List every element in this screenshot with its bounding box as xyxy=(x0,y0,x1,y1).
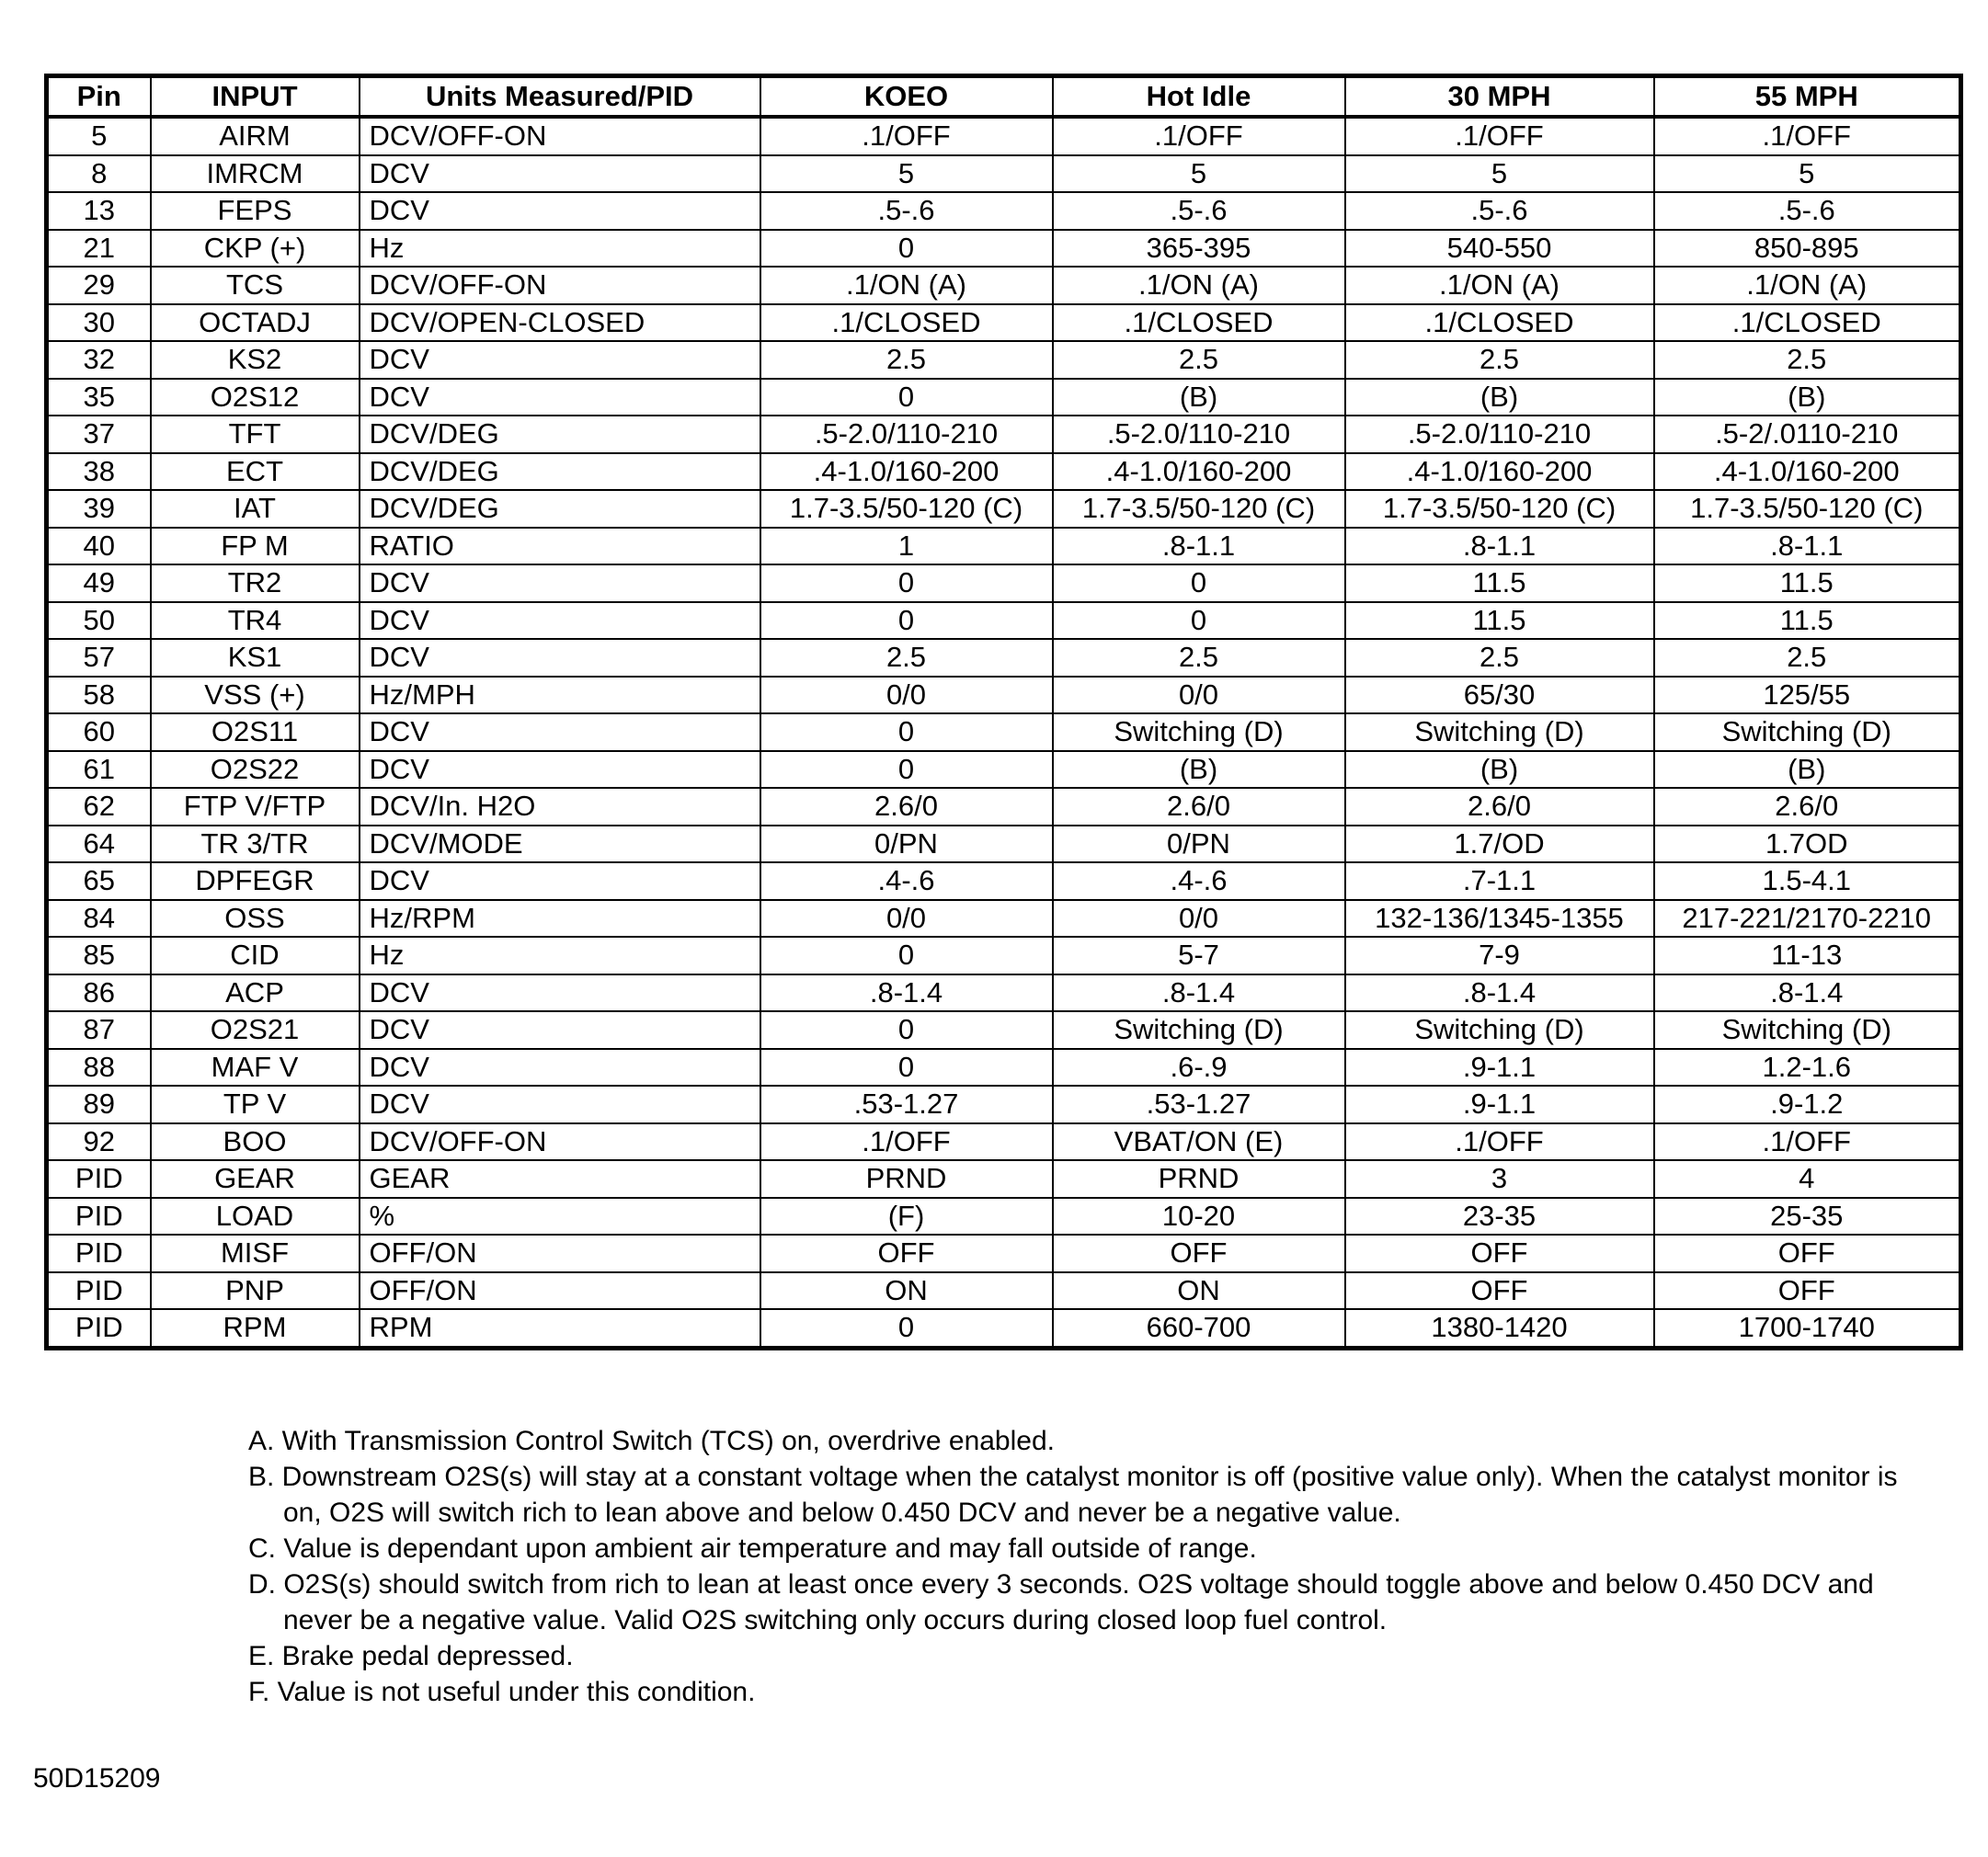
pin-cell: 49 xyxy=(47,564,151,602)
mph30-cell: 3 xyxy=(1345,1160,1654,1198)
mph55-cell: 25-35 xyxy=(1654,1198,1961,1236)
koeo-cell: .1/ON (A) xyxy=(760,267,1053,304)
units-cell: RPM xyxy=(360,1309,760,1348)
input-cell: TFT xyxy=(151,416,360,453)
mph30-cell: .1/CLOSED xyxy=(1345,304,1654,342)
pin-cell: 30 xyxy=(47,304,151,342)
mph30-cell: .9-1.1 xyxy=(1345,1049,1654,1087)
footnote-f: F. Value is not useful under this condition. xyxy=(248,1677,756,1707)
units-cell: DCV xyxy=(360,1086,760,1123)
pin-cell: PID xyxy=(47,1160,151,1198)
mph55-cell: 4 xyxy=(1654,1160,1961,1198)
input-cell: TR2 xyxy=(151,564,360,602)
mph30-cell: 1.7/OD xyxy=(1345,826,1654,863)
input-cell: MISF xyxy=(151,1235,360,1272)
units-cell: DCV xyxy=(360,751,760,789)
mph30-cell: .1/OFF xyxy=(1345,1123,1654,1161)
koeo-cell: .53-1.27 xyxy=(760,1086,1053,1123)
pin-cell: 32 xyxy=(47,341,151,379)
footnote-c: C. Value is dependant upon ambient air temperature and may fall outside of range. xyxy=(248,1533,1257,1564)
hot-idle-cell: .8-1.4 xyxy=(1053,974,1345,1012)
table-row xyxy=(47,1011,1961,1049)
units-cell: DCV xyxy=(360,155,760,193)
koeo-cell: .4-.6 xyxy=(760,862,1053,900)
mph55-cell: 2.5 xyxy=(1654,341,1961,379)
mph55-cell: .9-1.2 xyxy=(1654,1086,1961,1123)
hot-idle-cell: 2.6/0 xyxy=(1053,788,1345,826)
table-row xyxy=(47,1198,1961,1236)
koeo-cell: 0/0 xyxy=(760,900,1053,938)
koeo-cell: 2.5 xyxy=(760,639,1053,677)
mph55-cell: 2.6/0 xyxy=(1654,788,1961,826)
mph30-cell: 540-550 xyxy=(1345,230,1654,268)
input-cell: OSS xyxy=(151,900,360,938)
units-cell: DCV/OFF-ON xyxy=(360,1123,760,1161)
table-row xyxy=(47,379,1961,416)
pin-cell: 50 xyxy=(47,602,151,640)
input-cell: TP V xyxy=(151,1086,360,1123)
pin-cell: 87 xyxy=(47,1011,151,1049)
pin-cell: 37 xyxy=(47,416,151,453)
table-row xyxy=(47,564,1961,602)
table-row xyxy=(47,341,1961,379)
table-row xyxy=(47,416,1961,453)
input-cell: AIRM xyxy=(151,117,360,155)
koeo-cell: (F) xyxy=(760,1198,1053,1236)
pin-cell: PID xyxy=(47,1272,151,1310)
hot-idle-cell: 5-7 xyxy=(1053,937,1345,974)
hot-idle-cell: .1/CLOSED xyxy=(1053,304,1345,342)
units-cell: DCV/MODE xyxy=(360,826,760,863)
pin-cell: PID xyxy=(47,1198,151,1236)
pin-cell: 89 xyxy=(47,1086,151,1123)
footnote-d: D. O2S(s) should switch from rich to lean at least once every 3 seconds. O2S voltage should toggle above and below 0.450 DCV and never be a negative value. Valid O2S switching only occurs during closed loop fuel control. xyxy=(248,1569,1874,1635)
mph55-cell: 1.7-3.5/50-120 (C) xyxy=(1654,490,1961,528)
footnotes-list xyxy=(248,1423,1903,1710)
hot-idle-cell: 0/0 xyxy=(1053,900,1345,938)
pin-cell: 39 xyxy=(47,490,151,528)
mph55-cell: 11.5 xyxy=(1654,564,1961,602)
koeo-cell: .4-1.0/160-200 xyxy=(760,453,1053,491)
units-cell: DCV/OPEN-CLOSED xyxy=(360,304,760,342)
table-row xyxy=(47,1049,1961,1087)
koeo-cell: 0 xyxy=(760,937,1053,974)
input-cell: IMRCM xyxy=(151,155,360,193)
pin-cell: 29 xyxy=(47,267,151,304)
input-cell: FP M xyxy=(151,528,360,565)
document-id: 50D15209 xyxy=(33,1763,161,1794)
koeo-cell: 0 xyxy=(760,1309,1053,1348)
units-cell: DCV xyxy=(360,564,760,602)
mph55-cell: Switching (D) xyxy=(1654,713,1961,751)
header-pin: Pin xyxy=(47,76,151,118)
mph30-cell: OFF xyxy=(1345,1272,1654,1310)
mph55-cell: 2.5 xyxy=(1654,639,1961,677)
units-cell: Hz xyxy=(360,230,760,268)
table-row xyxy=(47,900,1961,938)
pin-cell: 13 xyxy=(47,192,151,230)
units-cell: Hz xyxy=(360,937,760,974)
input-cell: KS2 xyxy=(151,341,360,379)
table-row xyxy=(47,230,1961,268)
input-cell: O2S22 xyxy=(151,751,360,789)
mph55-cell: OFF xyxy=(1654,1235,1961,1272)
table-row xyxy=(47,751,1961,789)
footnote-e: E. Brake pedal depressed. xyxy=(248,1641,574,1671)
pin-cell: 92 xyxy=(47,1123,151,1161)
mph55-cell: 217-221/2170-2210 xyxy=(1654,900,1961,938)
pin-cell: 8 xyxy=(47,155,151,193)
mph30-cell: .1/OFF xyxy=(1345,117,1654,155)
koeo-cell: OFF xyxy=(760,1235,1053,1272)
mph55-cell: .5-2/.0110-210 xyxy=(1654,416,1961,453)
table-row xyxy=(47,192,1961,230)
hot-idle-cell: .4-.6 xyxy=(1053,862,1345,900)
mph55-cell: .1/OFF xyxy=(1654,117,1961,155)
units-cell: DCV/OFF-ON xyxy=(360,267,760,304)
mph30-cell: .5-.6 xyxy=(1345,192,1654,230)
mph55-cell: 1.2-1.6 xyxy=(1654,1049,1961,1087)
table-row xyxy=(47,267,1961,304)
input-cell: ECT xyxy=(151,453,360,491)
units-cell: OFF/ON xyxy=(360,1272,760,1310)
table-row xyxy=(47,1235,1961,1272)
hot-idle-cell: Switching (D) xyxy=(1053,713,1345,751)
mph30-cell: (B) xyxy=(1345,751,1654,789)
hot-idle-cell: 10-20 xyxy=(1053,1198,1345,1236)
table-row xyxy=(47,490,1961,528)
input-cell: O2S21 xyxy=(151,1011,360,1049)
table-row xyxy=(47,1160,1961,1198)
table-row xyxy=(47,639,1961,677)
units-cell: % xyxy=(360,1198,760,1236)
mph55-cell: 11-13 xyxy=(1654,937,1961,974)
hot-idle-cell: .53-1.27 xyxy=(1053,1086,1345,1123)
mph55-cell: (B) xyxy=(1654,751,1961,789)
mph55-cell: .8-1.4 xyxy=(1654,974,1961,1012)
hot-idle-cell: Switching (D) xyxy=(1053,1011,1345,1049)
hot-idle-cell: (B) xyxy=(1053,751,1345,789)
mph30-cell: 23-35 xyxy=(1345,1198,1654,1236)
input-cell: BOO xyxy=(151,1123,360,1161)
units-cell: DCV xyxy=(360,379,760,416)
mph30-cell: 5 xyxy=(1345,155,1654,193)
pin-cell: 5 xyxy=(47,117,151,155)
input-cell: TCS xyxy=(151,267,360,304)
units-cell: DCV xyxy=(360,1011,760,1049)
koeo-cell: 0 xyxy=(760,564,1053,602)
mph30-cell: 132-136/1345-1355 xyxy=(1345,900,1654,938)
table-row xyxy=(47,528,1961,565)
mph55-cell: 850-895 xyxy=(1654,230,1961,268)
input-cell: TR 3/TR xyxy=(151,826,360,863)
table-row xyxy=(47,602,1961,640)
input-cell: TR4 xyxy=(151,602,360,640)
table-row xyxy=(47,155,1961,193)
units-cell: DCV/DEG xyxy=(360,490,760,528)
hot-idle-cell: 1.7-3.5/50-120 (C) xyxy=(1053,490,1345,528)
hot-idle-cell: .5-.6 xyxy=(1053,192,1345,230)
hot-idle-cell: PRND xyxy=(1053,1160,1345,1198)
mph30-cell: 11.5 xyxy=(1345,602,1654,640)
input-cell: MAF V xyxy=(151,1049,360,1087)
units-cell: GEAR xyxy=(360,1160,760,1198)
units-cell: DCV xyxy=(360,602,760,640)
pin-cell: 60 xyxy=(47,713,151,751)
koeo-cell: 0/PN xyxy=(760,826,1053,863)
pin-cell: 65 xyxy=(47,862,151,900)
input-cell: IAT xyxy=(151,490,360,528)
input-cell: ACP xyxy=(151,974,360,1012)
header-hot-idle: Hot Idle xyxy=(1053,76,1345,118)
table-row xyxy=(47,1272,1961,1310)
input-cell: OCTADJ xyxy=(151,304,360,342)
pin-cell: 85 xyxy=(47,937,151,974)
units-cell: DCV xyxy=(360,1049,760,1087)
mph55-cell: 11.5 xyxy=(1654,602,1961,640)
input-cell: FEPS xyxy=(151,192,360,230)
pin-cell: 61 xyxy=(47,751,151,789)
header-30-mph: 30 MPH xyxy=(1345,76,1654,118)
hot-idle-cell: 365-395 xyxy=(1053,230,1345,268)
hot-idle-cell: 2.5 xyxy=(1053,341,1345,379)
pin-cell: 35 xyxy=(47,379,151,416)
units-cell: DCV/DEG xyxy=(360,416,760,453)
units-cell: Hz/MPH xyxy=(360,677,760,714)
input-cell: CID xyxy=(151,937,360,974)
mph30-cell: .4-1.0/160-200 xyxy=(1345,453,1654,491)
mph55-cell: 1700-1740 xyxy=(1654,1309,1961,1348)
koeo-cell: .5-2.0/110-210 xyxy=(760,416,1053,453)
mph55-cell: .5-.6 xyxy=(1654,192,1961,230)
mph55-cell: .1/OFF xyxy=(1654,1123,1961,1161)
mph30-cell: .8-1.4 xyxy=(1345,974,1654,1012)
mph30-cell: 2.5 xyxy=(1345,341,1654,379)
mph55-cell: 1.5-4.1 xyxy=(1654,862,1961,900)
input-cell: PNP xyxy=(151,1272,360,1310)
mph55-cell: .4-1.0/160-200 xyxy=(1654,453,1961,491)
koeo-cell: 1 xyxy=(760,528,1053,565)
mph55-cell: 1.7OD xyxy=(1654,826,1961,863)
mph30-cell: .8-1.1 xyxy=(1345,528,1654,565)
koeo-cell: 0 xyxy=(760,230,1053,268)
mph55-cell: 5 xyxy=(1654,155,1961,193)
koeo-cell: 0 xyxy=(760,379,1053,416)
table-row xyxy=(47,677,1961,714)
header-koeo: KOEO xyxy=(760,76,1053,118)
footnote-b: B. Downstream O2S(s) will stay at a constant voltage when the catalyst monitor is off (positive value only). When the catalyst monitor is on, O2S will switch rich to lean above and below 0.450 DCV and never be a negative value. xyxy=(248,1462,1898,1528)
mph30-cell: OFF xyxy=(1345,1235,1654,1272)
koeo-cell: 0 xyxy=(760,751,1053,789)
pin-cell: PID xyxy=(47,1235,151,1272)
koeo-cell: .1/OFF xyxy=(760,1123,1053,1161)
mph30-cell: .7-1.1 xyxy=(1345,862,1654,900)
table-row xyxy=(47,862,1961,900)
pin-cell: 64 xyxy=(47,826,151,863)
header-input: INPUT xyxy=(151,76,360,118)
mph30-cell: 7-9 xyxy=(1345,937,1654,974)
mph55-cell: (B) xyxy=(1654,379,1961,416)
mph30-cell: (B) xyxy=(1345,379,1654,416)
pin-cell: 21 xyxy=(47,230,151,268)
hot-idle-cell: 660-700 xyxy=(1053,1309,1345,1348)
input-cell: O2S11 xyxy=(151,713,360,751)
koeo-cell: 0 xyxy=(760,1049,1053,1087)
koeo-cell: .8-1.4 xyxy=(760,974,1053,1012)
koeo-cell: .1/CLOSED xyxy=(760,304,1053,342)
hot-idle-cell: .4-1.0/160-200 xyxy=(1053,453,1345,491)
mph30-cell: .1/ON (A) xyxy=(1345,267,1654,304)
mph55-cell: 125/55 xyxy=(1654,677,1961,714)
table-row xyxy=(47,1123,1961,1161)
mph30-cell: 1380-1420 xyxy=(1345,1309,1654,1348)
hot-idle-cell: .1/ON (A) xyxy=(1053,267,1345,304)
hot-idle-cell: 0/PN xyxy=(1053,826,1345,863)
mph30-cell: .9-1.1 xyxy=(1345,1086,1654,1123)
table-row xyxy=(47,974,1961,1012)
hot-idle-cell: 0/0 xyxy=(1053,677,1345,714)
koeo-cell: 5 xyxy=(760,155,1053,193)
input-cell: LOAD xyxy=(151,1198,360,1236)
mph30-cell: 11.5 xyxy=(1345,564,1654,602)
input-cell: RPM xyxy=(151,1309,360,1348)
pin-cell: 38 xyxy=(47,453,151,491)
mph30-cell: 2.6/0 xyxy=(1345,788,1654,826)
table-row xyxy=(47,788,1961,826)
table-row xyxy=(47,1086,1961,1123)
hot-idle-cell: ON xyxy=(1053,1272,1345,1310)
units-cell: RATIO xyxy=(360,528,760,565)
koeo-cell: 2.6/0 xyxy=(760,788,1053,826)
footnote-a: A. With Transmission Control Switch (TCS) on, overdrive enabled. xyxy=(248,1426,1055,1456)
hot-idle-cell: OFF xyxy=(1053,1235,1345,1272)
hot-idle-cell: .8-1.1 xyxy=(1053,528,1345,565)
input-cell: O2S12 xyxy=(151,379,360,416)
pin-cell: 57 xyxy=(47,639,151,677)
mph30-cell: 65/30 xyxy=(1345,677,1654,714)
mph30-cell: Switching (D) xyxy=(1345,1011,1654,1049)
hot-idle-cell: (B) xyxy=(1053,379,1345,416)
mph30-cell: Switching (D) xyxy=(1345,713,1654,751)
units-cell: DCV xyxy=(360,713,760,751)
hot-idle-cell: 5 xyxy=(1053,155,1345,193)
koeo-cell: 0/0 xyxy=(760,677,1053,714)
units-cell: Hz/RPM xyxy=(360,900,760,938)
units-cell: DCV xyxy=(360,341,760,379)
header-55-mph: 55 MPH xyxy=(1654,76,1961,118)
mph55-cell: .8-1.1 xyxy=(1654,528,1961,565)
koeo-cell: .1/OFF xyxy=(760,117,1053,155)
units-cell: DCV xyxy=(360,862,760,900)
pid-reference-table xyxy=(44,74,1963,1350)
header-units: Units Measured/PID xyxy=(360,76,760,118)
koeo-cell: PRND xyxy=(760,1160,1053,1198)
hot-idle-cell: 2.5 xyxy=(1053,639,1345,677)
hot-idle-cell: 0 xyxy=(1053,564,1345,602)
pin-cell: 84 xyxy=(47,900,151,938)
mph30-cell: .5-2.0/110-210 xyxy=(1345,416,1654,453)
pin-cell: 88 xyxy=(47,1049,151,1087)
units-cell: DCV xyxy=(360,974,760,1012)
mph55-cell: OFF xyxy=(1654,1272,1961,1310)
koeo-cell: 0 xyxy=(760,602,1053,640)
hot-idle-cell: .1/OFF xyxy=(1053,117,1345,155)
koeo-cell: .5-.6 xyxy=(760,192,1053,230)
input-cell: CKP (+) xyxy=(151,230,360,268)
units-cell: DCV/OFF-ON xyxy=(360,117,760,155)
mph30-cell: 2.5 xyxy=(1345,639,1654,677)
mph55-cell: Switching (D) xyxy=(1654,1011,1961,1049)
pin-cell: 86 xyxy=(47,974,151,1012)
hot-idle-cell: .6-.9 xyxy=(1053,1049,1345,1087)
mph55-cell: .1/CLOSED xyxy=(1654,304,1961,342)
hot-idle-cell: 0 xyxy=(1053,602,1345,640)
pin-cell: 40 xyxy=(47,528,151,565)
pin-cell: PID xyxy=(47,1309,151,1348)
hot-idle-cell: .5-2.0/110-210 xyxy=(1053,416,1345,453)
pin-cell: 58 xyxy=(47,677,151,714)
mph55-cell: .1/ON (A) xyxy=(1654,267,1961,304)
koeo-cell: 2.5 xyxy=(760,341,1053,379)
input-cell: VSS (+) xyxy=(151,677,360,714)
koeo-cell: 1.7-3.5/50-120 (C) xyxy=(760,490,1053,528)
units-cell: DCV xyxy=(360,639,760,677)
koeo-cell: 0 xyxy=(760,1011,1053,1049)
table-row xyxy=(47,826,1961,863)
units-cell: DCV/DEG xyxy=(360,453,760,491)
header-row xyxy=(47,76,1961,118)
input-cell: DPFEGR xyxy=(151,862,360,900)
hot-idle-cell: VBAT/ON (E) xyxy=(1053,1123,1345,1161)
koeo-cell: ON xyxy=(760,1272,1053,1310)
input-cell: KS1 xyxy=(151,639,360,677)
mph30-cell: 1.7-3.5/50-120 (C) xyxy=(1345,490,1654,528)
koeo-cell: 0 xyxy=(760,713,1053,751)
table-row xyxy=(47,304,1961,342)
table-row xyxy=(47,937,1961,974)
input-cell: FTP V/FTP xyxy=(151,788,360,826)
units-cell: OFF/ON xyxy=(360,1235,760,1272)
table-row xyxy=(47,1309,1961,1348)
pin-cell: 62 xyxy=(47,788,151,826)
table-row xyxy=(47,713,1961,751)
table-row xyxy=(47,453,1961,491)
table-row xyxy=(47,117,1961,155)
units-cell: DCV/In. H2O xyxy=(360,788,760,826)
units-cell: DCV xyxy=(360,192,760,230)
input-cell: GEAR xyxy=(151,1160,360,1198)
